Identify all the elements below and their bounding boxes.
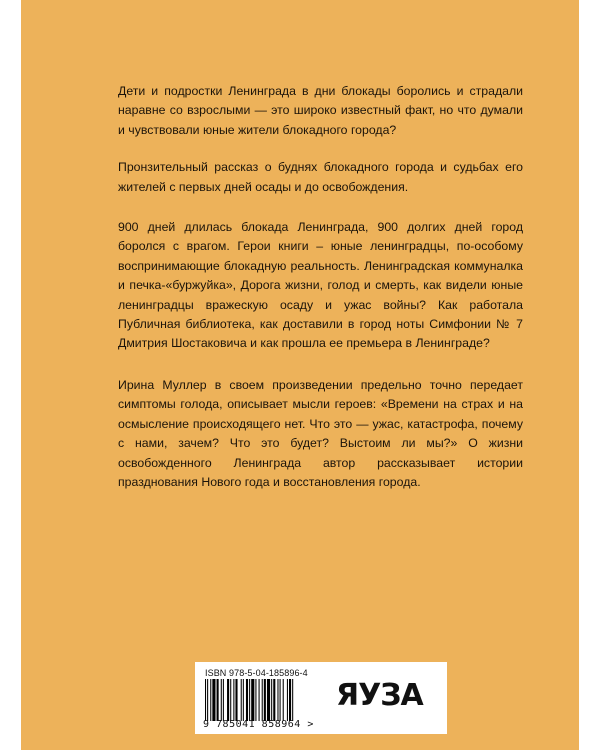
publisher-logo: [336, 679, 428, 717]
back-cover: [21, 0, 579, 750]
description-text: [118, 82, 523, 511]
barcode-number: 9 785041 858964 >: [203, 719, 314, 730]
barcode-panel: [195, 662, 447, 734]
paragraph-4: Ирина Муллер в своем произведении предельно точно передает симптомы голода, описывает мысли героев: «Времени на страх и на осмысление происходящего нет. Что это — ужас, катастрофа, почему с нами, зачем? Что это будет? Выстоим ли мы?» О жизни освобожденного Ленинграда автор рассказывает истории празднования Нового года и восстановления города.: [118, 377, 523, 489]
paragraph-2: Пронзительный рассказ о буднях блокадного города и судьбах его жителей с первых дней осады и до освобождения.: [118, 160, 523, 194]
publisher-logo-text: ЯУЗА: [336, 678, 423, 713]
isbn-label: ISBN 978-5-04-185896-4: [205, 668, 308, 678]
barcode-icon: [205, 679, 329, 721]
paragraph-3: 900 дней длилась блокада Ленинграда, 900 долгих дней город боролся с врагом. Герои книги – юные ленинградцы, по-особому воспринимающие блокадную реальность. Ленинградская коммуналка и печка-«буржуйка», Дорога жизни, голод и смерть, как видели юные ленинградцы вражескую осаду и ужас войны? Как работала Публичная библиотека, как доставили в город ноты Симфонии № 7 Дмитрия Шостаковича и как прошла ее премьера в Ленинграде?: [118, 220, 523, 351]
paragraph-1: Дети и подростки Ленинграда в дни блокады боролись и страдали наравне со взрослыми — это широко известный факт, но что думали и чувствовали юные жители блокадного города?: [118, 84, 523, 137]
